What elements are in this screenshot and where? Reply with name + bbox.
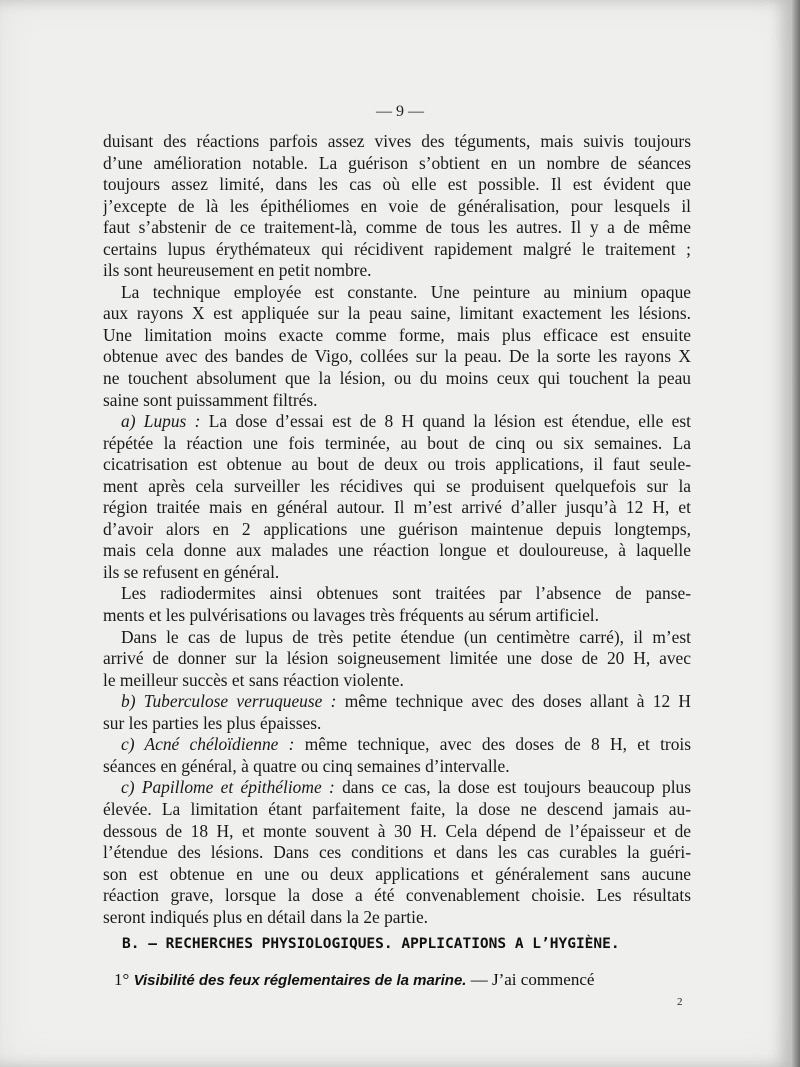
line-text: mais cela donne aux malades une réaction longue et douloureuse, à laquelle bbox=[103, 540, 691, 561]
line-text: réaction grave, lorsque la dose a été convenablement choisie. Les résultats bbox=[103, 885, 691, 906]
text-line bbox=[103, 390, 691, 412]
line-text: La technique employée est constante. Une peinture au minium opaque bbox=[121, 281, 691, 302]
paragraph-lead: b) Tuberculose verruqueuse : bbox=[121, 691, 337, 712]
text-line bbox=[103, 627, 691, 649]
text-line bbox=[103, 239, 691, 261]
text-line bbox=[103, 282, 691, 304]
text-line bbox=[103, 713, 691, 735]
line-text: dans ce cas, la dose est toujours beaucoup plus bbox=[334, 777, 691, 798]
line-text: élevée. La limitation étant parfaitement faite, la dose ne descend jamais au- bbox=[103, 798, 691, 819]
text-line bbox=[103, 325, 691, 347]
text-line bbox=[103, 303, 691, 325]
text-line bbox=[103, 131, 691, 153]
text-line bbox=[103, 346, 691, 368]
text-line bbox=[103, 260, 691, 282]
line-text: ne touchent absolument que la lésion, ou du moins ceux qui touchent la peau bbox=[103, 368, 691, 389]
line-text: le meilleur succès et sans réaction violente. bbox=[103, 669, 404, 690]
line-text: aux rayons X est appliquée sur la peau saine, limitant exactement les lésions. bbox=[103, 303, 691, 324]
line-text: duisant des réactions parfois assez vives des téguments, mais suivis toujours bbox=[103, 131, 691, 151]
subsection-text: — J’ai commencé bbox=[470, 970, 595, 989]
line-text: cicatrisation est obtenue au bout de deux ou trois applications, il faut seule- bbox=[103, 454, 691, 475]
paragraph-lead: c) Acné chéloïdienne : bbox=[121, 734, 295, 755]
line-text: même technique, avec des doses de 8 H, et trois bbox=[294, 734, 691, 755]
line-text: Une limitation moins exacte comme forme, mais plus efficace est ensuite bbox=[103, 324, 691, 345]
line-text: son est obtenue en une ou deux applications et généralement sans aucune bbox=[103, 863, 691, 884]
text-line bbox=[103, 864, 691, 886]
text-line bbox=[103, 217, 691, 239]
line-text: faut s’abstenir de ce traitement-là, comme de tous les autres. Il y a de même bbox=[103, 217, 691, 238]
text-line bbox=[103, 691, 691, 713]
text-line bbox=[103, 454, 691, 476]
text-line bbox=[103, 605, 691, 627]
line-text: région traitée mais en général autour. Il m’est arrivé d’aller jusqu’à 12 H, et bbox=[103, 497, 691, 518]
text-line bbox=[103, 153, 691, 175]
text-line bbox=[103, 648, 691, 670]
text-line bbox=[103, 756, 691, 778]
text-line bbox=[103, 476, 691, 498]
line-text: La dose d’essai est de 8 H quand la lésion est étendue, elle est bbox=[200, 411, 691, 432]
line-text: Les radiodermites ainsi obtenues sont traitées par l’absence de panse- bbox=[121, 583, 691, 604]
page-edge-shadow bbox=[792, 0, 800, 1067]
text-line bbox=[103, 174, 691, 196]
text-line bbox=[103, 196, 691, 218]
line-text: même technique avec des doses allant à 12 H bbox=[336, 691, 691, 712]
paragraph-lead: a) Lupus : bbox=[121, 411, 201, 432]
line-text: arrivé de donner sur la lésion soigneusement limitée une dose de 20 H, avec bbox=[103, 648, 691, 669]
line-text: ments et les pulvérisations ou lavages très fréquents au sérum artificiel. bbox=[103, 605, 599, 626]
line-text: d’une amélioration notable. La guérison s’obtient en un nombre de séances bbox=[103, 152, 691, 173]
subsection-number: 1° bbox=[114, 970, 130, 989]
text-line bbox=[103, 821, 691, 843]
line-text: j’excepte de là les épithéliomes en voie de généralisation, pour lesquels il bbox=[103, 195, 691, 216]
text-line bbox=[103, 670, 691, 692]
line-text: séances en général, à quatre ou cinq semaines d’intervalle. bbox=[103, 755, 510, 776]
page-number: — 9 — bbox=[376, 103, 424, 120]
line-text: ils sont heureusement en petit nombre. bbox=[103, 260, 372, 281]
line-text: Dans le cas de lupus de très petite étendue (un centimètre carré), il m’est bbox=[121, 626, 691, 647]
line-text: sur les parties les plus épaisses. bbox=[103, 712, 322, 733]
text-line bbox=[103, 842, 691, 864]
subsection-title: Visibilité des feux réglementaires de la marine. bbox=[133, 972, 467, 989]
body-text bbox=[103, 131, 691, 928]
line-text: certains lupus érythémateux qui récidivent rapidement malgré le traitement ; bbox=[103, 238, 691, 259]
line-text: ment après cela surveiller les récidives qui se produisent quelquefois sur la bbox=[103, 475, 691, 496]
line-text: l’étendue des lésions. Dans ces conditions et dans les cas curables la guéri- bbox=[103, 842, 691, 863]
text-line bbox=[103, 562, 691, 584]
text-line bbox=[103, 433, 691, 455]
line-text: ils se refusent en général. bbox=[103, 561, 280, 582]
text-line bbox=[103, 411, 691, 433]
line-text: saine sont puissamment filtrés. bbox=[103, 389, 318, 410]
text-line bbox=[103, 497, 691, 519]
paragraph-lead: c) Papillome et épithéliome : bbox=[121, 777, 335, 798]
text-line bbox=[103, 583, 691, 605]
text-line bbox=[103, 799, 691, 821]
line-text: toujours assez limité, dans les cas où elle est possible. Il est évident que bbox=[103, 174, 691, 195]
line-text: obtenue avec des bandes de Vigo, collées sur la peau. De la sorte les rayons X bbox=[103, 346, 691, 367]
text-line bbox=[103, 777, 691, 799]
subsection-heading bbox=[114, 970, 694, 990]
line-text: répétée la réaction une fois terminée, au bout de cinq ou six semaines. La bbox=[103, 432, 691, 453]
line-text: d’avoir alors en 2 applications une guérison maintenue depuis longtemps, bbox=[103, 518, 691, 539]
signature-mark: 2 bbox=[677, 996, 683, 1008]
text-line bbox=[103, 519, 691, 541]
section-heading: B. — RECHERCHES PHYSIOLOGIQUES. APPLICATIONS A L’HYGIÈNE. bbox=[122, 936, 620, 952]
line-text: dessous de 18 H, et monte souvent à 30 H. Cela dépend de l’épaisseur et de bbox=[103, 820, 691, 841]
line-text: seront indiqués plus en détail dans la 2e partie. bbox=[103, 906, 429, 927]
text-line bbox=[103, 540, 691, 562]
text-line bbox=[103, 907, 691, 929]
text-line bbox=[103, 734, 691, 756]
text-line bbox=[103, 885, 691, 907]
text-line bbox=[103, 368, 691, 390]
